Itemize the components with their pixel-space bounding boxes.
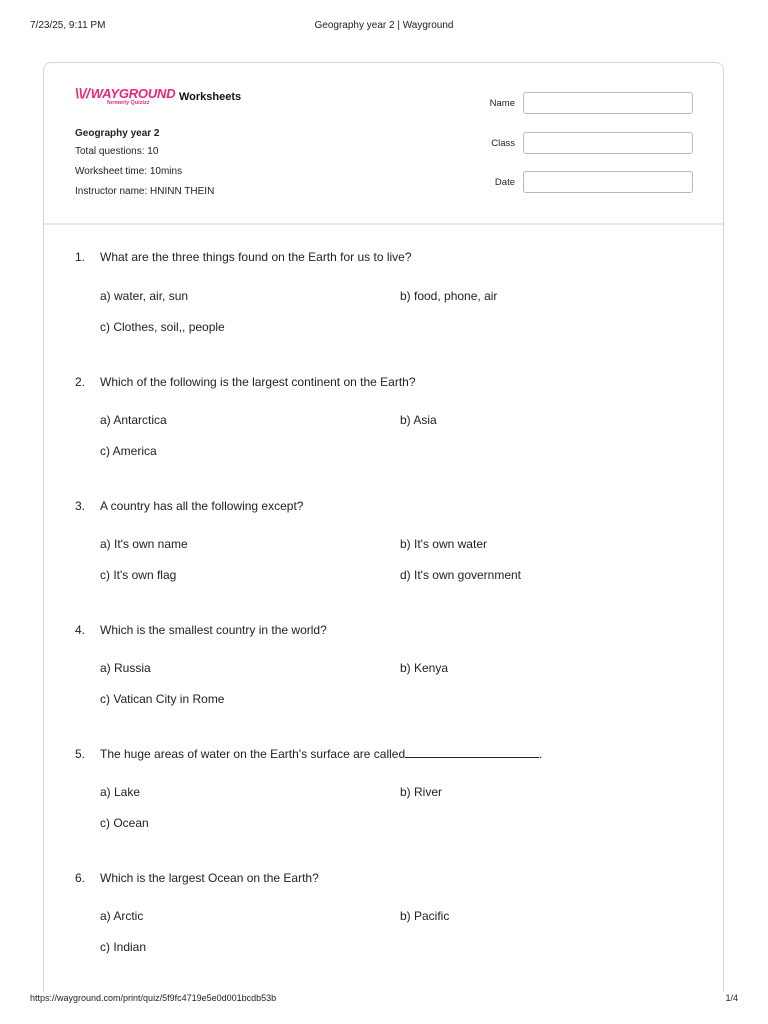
- option[interactable]: a) It's own name: [100, 537, 188, 551]
- worksheet-title: Geography year 2: [75, 128, 160, 139]
- total-questions: Total questions: 10: [75, 146, 159, 157]
- print-datetime: 7/23/25, 9:11 PM: [30, 20, 106, 31]
- logo-text: WAYGROUND: [90, 86, 176, 101]
- option[interactable]: c) Indian: [100, 940, 147, 954]
- option[interactable]: a) Arctic: [100, 909, 144, 923]
- worksheet-card: [43, 62, 724, 992]
- option[interactable]: b) Kenya: [400, 661, 449, 675]
- option[interactable]: b) Pacific: [400, 909, 450, 923]
- print-header: [30, 20, 738, 34]
- answer-blank[interactable]: [405, 747, 539, 758]
- question-4: 4. Which is the smallest country in the world?: [75, 623, 327, 637]
- class-label: Class: [491, 138, 515, 149]
- option[interactable]: a) Russia: [100, 661, 151, 675]
- logo-subtitle: formerly Quizizz: [107, 100, 150, 106]
- option[interactable]: a) Lake: [100, 785, 141, 799]
- worksheet-meta: [75, 127, 214, 205]
- option[interactable]: a) water, air, sun: [100, 289, 189, 303]
- instructor-name: Instructor name: HNINN THEIN: [75, 186, 215, 197]
- question-1: 1. What are the three things found on the Earth for us to live?: [75, 250, 412, 264]
- name-field[interactable]: [523, 92, 693, 114]
- option[interactable]: a) Antarctica: [100, 413, 167, 427]
- question-5: 5. The huge areas of water on the Earth's surface are called .: [75, 747, 543, 761]
- option[interactable]: c) Clothes, soil,, people: [100, 320, 225, 334]
- date-field[interactable]: [523, 171, 693, 193]
- question-6: 6. Which is the largest Ocean on the Earth?: [75, 871, 319, 885]
- option[interactable]: b) Asia: [400, 413, 437, 427]
- date-label: Date: [494, 177, 515, 188]
- print-footer: [30, 993, 738, 1007]
- question-3: 3. A country has all the following except?: [75, 499, 304, 513]
- name-label: Name: [489, 98, 515, 109]
- option[interactable]: b) It's own water: [400, 537, 487, 551]
- print-page-title: Geography year 2 | Wayground: [314, 20, 454, 31]
- wayground-logo: [75, 85, 176, 106]
- option[interactable]: c) Ocean: [100, 816, 149, 830]
- worksheet-header: [44, 63, 723, 225]
- option[interactable]: c) It's own flag: [100, 568, 177, 582]
- page-number: 1/4: [725, 993, 738, 1003]
- option[interactable]: b) food, phone, air: [400, 289, 498, 303]
- product-name: Worksheets: [179, 91, 242, 103]
- print-url[interactable]: https://wayground.com/print/quiz/5f9fc4719e5e0d001bcdb53b: [30, 993, 277, 1003]
- worksheet-time: Worksheet time: 10mins: [75, 166, 183, 177]
- option[interactable]: b) River: [400, 785, 443, 799]
- option[interactable]: c) America: [100, 444, 157, 458]
- question-2: 2. Which of the following is the largest continent on the Earth?: [75, 375, 416, 389]
- logo-mark-icon: \\//: [75, 85, 90, 101]
- class-field[interactable]: [523, 132, 693, 154]
- option[interactable]: d) It's own government: [400, 568, 522, 582]
- option[interactable]: c) Vatican City in Rome: [100, 692, 225, 706]
